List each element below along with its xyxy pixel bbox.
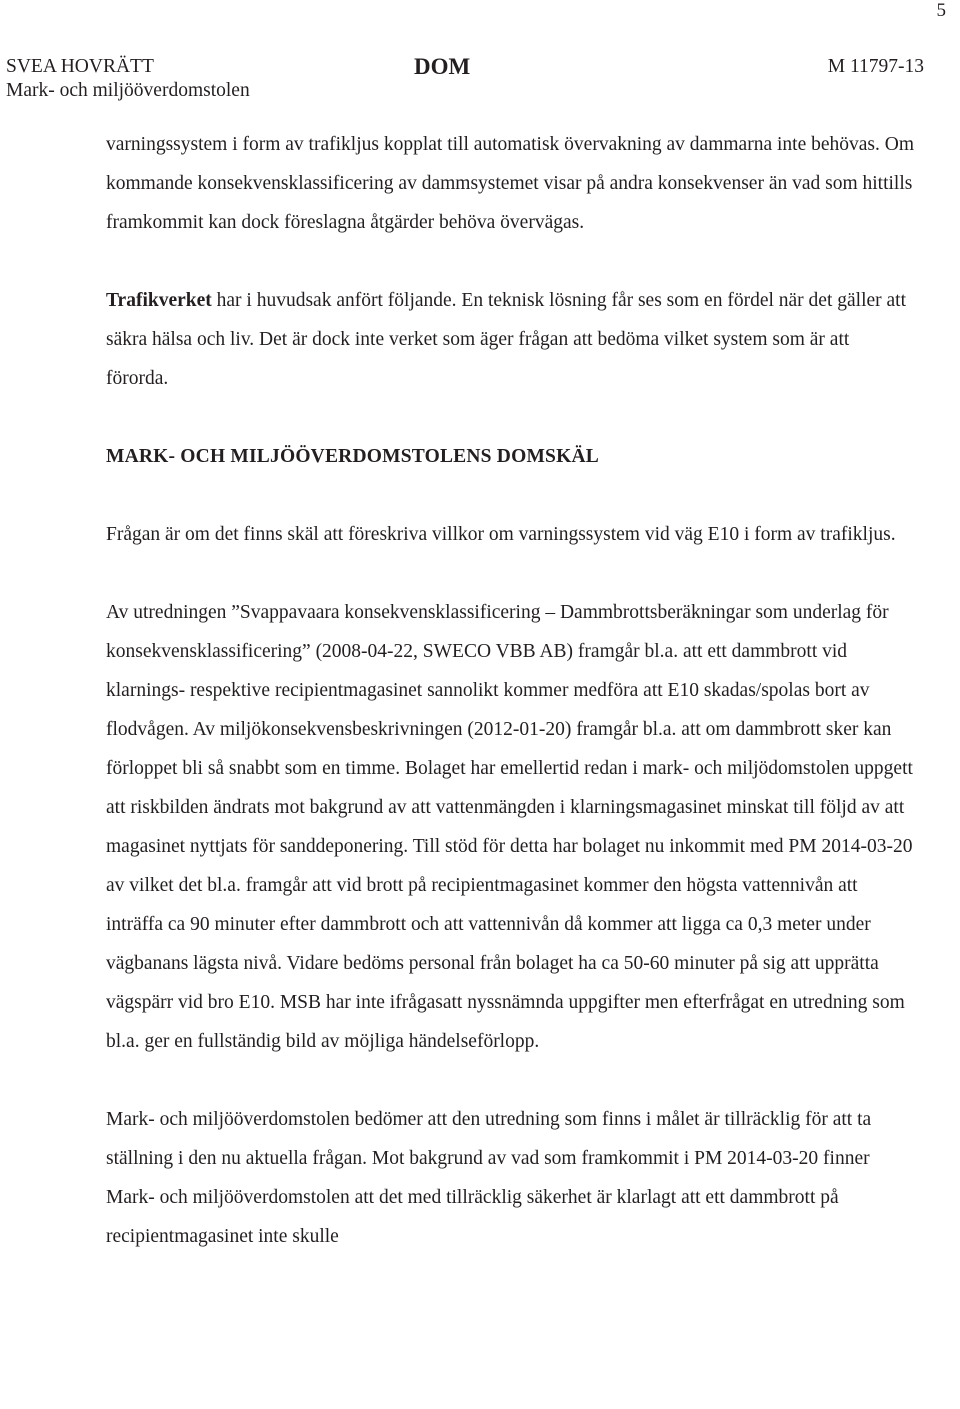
section-heading: MARK- OCH MILJÖÖVERDOMSTOLENS DOMSKÄL bbox=[106, 446, 599, 467]
document-type: DOM bbox=[414, 54, 471, 79]
court-name: SVEA HOVRÄTT bbox=[6, 56, 154, 77]
court-name-block bbox=[6, 55, 250, 103]
document-body bbox=[106, 125, 916, 1256]
agency-name: Trafikverket bbox=[106, 290, 212, 311]
page-number: 5 bbox=[936, 0, 946, 21]
paragraph-5: Mark- och miljööverdomstolen bedömer att den utredning som finns i målet är tillräcklig för att ta ställning i den nu aktuella frågan. Mot bakgrund av vad som framkommit i PM 2014-03-20 finner Mark- och miljööverdomstolen att det med tillräcklig säkerhet är klarlagt att ett dammbrott på recipientmagasinet inte skulle bbox=[106, 1109, 872, 1247]
case-number: M 11797-13 bbox=[827, 56, 924, 77]
paragraph-2-text: har i huvudsak anfört följande. En teknisk lösning får ses som en fördel när det gäller att säkra hälsa och liv. Det är dock inte verket som äger frågan att bedöma vilket system som är att förorda. bbox=[106, 290, 907, 389]
court-division: Mark- och miljööverdomstolen bbox=[6, 80, 250, 101]
document-header bbox=[6, 55, 924, 105]
paragraph-3: Frågan är om det finns skäl att föreskriva villkor om varningssystem vid väg E10 i form av trafikljus. bbox=[106, 524, 896, 545]
paragraph-1: varningssystem i form av trafikljus kopplat till automatisk övervakning av dammarna inte behövas. Om kommande konsekvensklassificering av dammsystemet visar på andra konsekvenser än vad som hittills framkommit kan dock föreslagna åtgärder behöva övervägas. bbox=[106, 134, 914, 233]
paragraph-2 bbox=[106, 281, 916, 398]
paragraph-4: Av utredningen ”Svappavaara konsekvensklassificering – Dammbrottsberäkningar som underlag för konsekvensklassificering” (2008-04-22, SWECO VBB AB) framgår bl.a. att ett dammbrott vid klarnings- respektive recipientmagasinet sannolikt kommer medföra att E10 skadas/spolas bort av flodvågen. Av miljökonsekvensbeskrivningen (2012-01-20) framgår bl.a. att om dammbrott sker kan förloppet bli så snabbt som en timme. Bolaget har emellertid redan i mark- och miljödomstolen uppgett att riskbilden ändrats mot bakgrund av att vattenmängden i klarningsmagasinet minskat till följd av att magasinet nyttjats för sanddeponering. Till stöd för detta har bolaget nu inkommit med PM 2014-03-20 av vilket det bl.a. framgår att vid brott på recipientmagasinet kommer den högsta vattennivån att inträffa ca 90 minuter efter dammbrott och att vattennivån då kommer att ligga ca 0,3 meter under vägbanans lägsta nivå. Vidare bedöms personal från bolaget ha ca 50-60 minuter på sig att upprätta vägspärr vid bro E10. MSB har inte ifrågasatt nyssnämnda uppgifter men efterfrågat en utredning som bl.a. ger en fullständig bild av möjliga händelseförlopp. bbox=[106, 602, 913, 1052]
